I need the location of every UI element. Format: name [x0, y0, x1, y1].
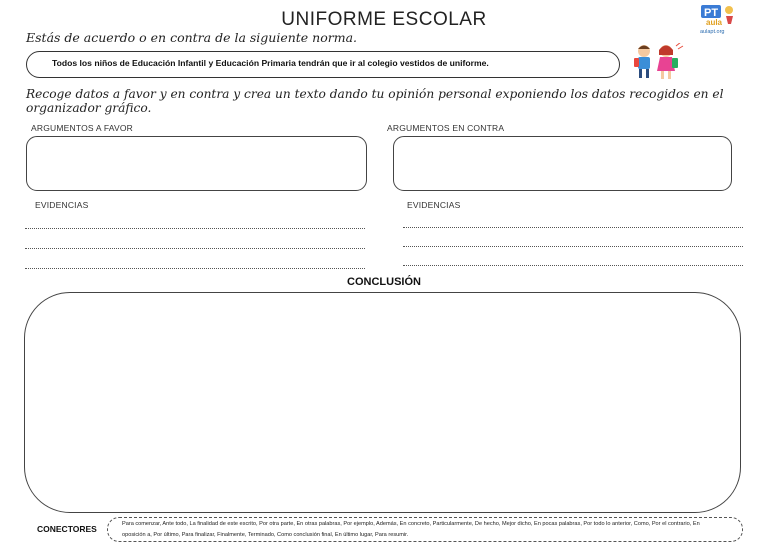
favor-answer-box[interactable]: [26, 136, 367, 191]
contra-label: ARGUMENTOS EN CONTRA: [387, 123, 505, 133]
conclusion-title: CONCLUSIÓN: [347, 276, 421, 288]
evidencia-contra-line[interactable]: [403, 265, 743, 266]
conectores-list: Para comenzar, Ante todo, La finalidad de este escrito, Por otra parte, En otras palabras, Por ejemplo, Además, En concreto, Particularmente, De hecho, Mejor dicho, En pocas palabras, Por todo lo anterior, Como, Por el contrario, En oposición a, Por último, Para finalizar, Finalmente, Terminado, Como conclusión final, En último lugar, Para resumir.: [122, 521, 700, 538]
aulapt-logo: [700, 4, 736, 26]
logo-text: PT: [704, 7, 719, 19]
logo-url: aulapt.org: [700, 29, 725, 35]
evidencias-contra-label: EVIDENCIAS: [407, 200, 461, 210]
evidencia-contra-line[interactable]: [403, 246, 743, 247]
conclusion-answer-box[interactable]: [24, 292, 741, 513]
instruction-collect-data: Recoge datos a favor y en contra y crea un texto dando tu opinión personal exponiendo los datos recogidos en el organizador gráfico.: [26, 87, 724, 115]
evidencia-contra-line[interactable]: [403, 227, 743, 228]
evidencia-favor-line[interactable]: [25, 228, 365, 229]
contra-answer-box[interactable]: [393, 136, 732, 191]
evidencias-favor-label: EVIDENCIAS: [35, 200, 89, 210]
favor-label: ARGUMENTOS A FAVOR: [31, 123, 134, 133]
instruction-agree-disagree: Estás de acuerdo o en contra de la siguiente norma.: [26, 30, 358, 45]
page-title: UNIFORME ESCOLAR: [281, 9, 487, 30]
logo-subtext: aula: [706, 18, 723, 26]
children-illustration: [628, 43, 684, 81]
evidencia-favor-line[interactable]: [25, 268, 365, 269]
evidencia-favor-line[interactable]: [25, 248, 365, 249]
conectores-label: CONECTORES: [37, 524, 97, 534]
rule-statement: Todos los niños de Educación Infantil y Educación Primaria tendrán que ir al colegio vestidos de uniforme.: [52, 58, 489, 68]
